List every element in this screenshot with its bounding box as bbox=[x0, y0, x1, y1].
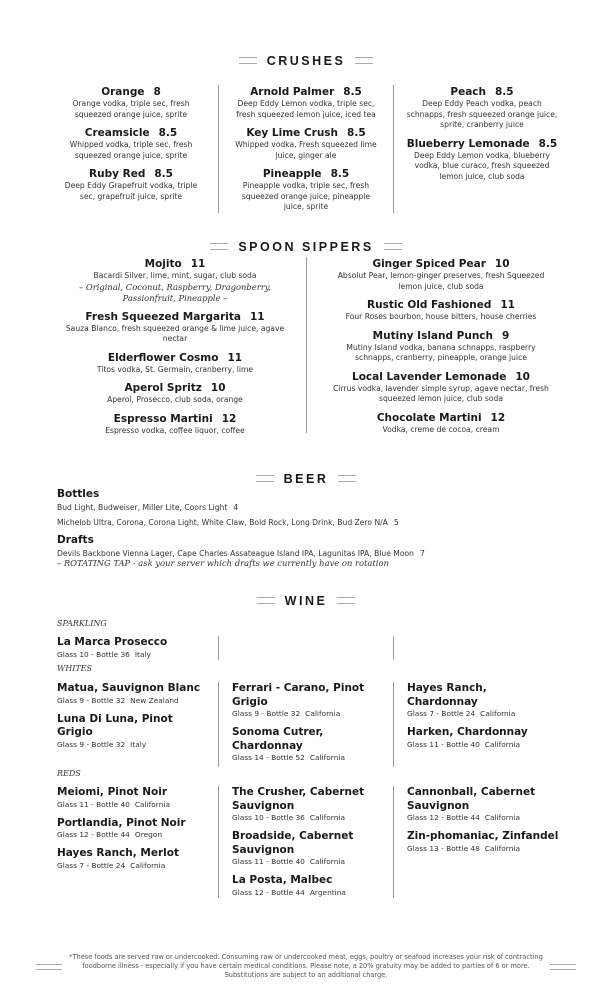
wine-item bbox=[407, 830, 559, 854]
item-description: Whipped vodka, triple sec, fresh squeezed orange juice, sprite bbox=[69, 140, 193, 160]
item-description: Deep Eddy Lemon vodka, blueberry vodka, blue curaco, fresh squeezed lemon juice, club soda bbox=[413, 150, 551, 181]
reds-column-2 bbox=[232, 786, 382, 905]
wine-price: Glass 13 - Bottle 48 bbox=[407, 843, 480, 853]
wine-price: Glass 9 - Bottle 32 bbox=[232, 709, 301, 718]
item-description: Absolut Pear, lemon-ginger preserves, fresh Squeezed lemon juice, club soda bbox=[337, 271, 545, 291]
column-divider bbox=[393, 682, 394, 767]
wine-region: California bbox=[309, 857, 345, 866]
wine-region: California bbox=[484, 739, 520, 749]
column-divider bbox=[218, 85, 219, 213]
spoon-sippers-title: SPOON SIPPERS bbox=[228, 240, 383, 254]
item-name: Aperol Spritz bbox=[124, 382, 202, 394]
wine-region: California bbox=[134, 799, 170, 809]
drafts-label: Drafts bbox=[57, 534, 94, 546]
item-name: Rustic Old Fashioned bbox=[367, 299, 492, 311]
menu-item bbox=[328, 329, 554, 364]
wine-name: Broadside, Cabernet Sauvignon bbox=[232, 830, 354, 856]
item-description: Deep Eddy Peach vodka, peach schnapps, fresh squeezed orange juice, sprite, cranberry juice bbox=[406, 99, 558, 129]
spoon-column-1 bbox=[62, 257, 288, 442]
wine-title: WINE bbox=[275, 594, 338, 608]
menu-item bbox=[328, 411, 554, 436]
beer-title: BEER bbox=[274, 472, 339, 486]
wine-price: Glass 10 - Bottle 36 bbox=[57, 649, 130, 659]
item-price: 11 bbox=[227, 351, 243, 364]
item-price: 11 bbox=[500, 299, 515, 311]
item-name: Peach bbox=[450, 86, 486, 98]
footer-ornament-left bbox=[36, 964, 62, 970]
wine-region: California bbox=[484, 813, 520, 822]
item-price: 8 bbox=[153, 86, 161, 98]
wine-name: Sonoma Cutrer, Chardonnay bbox=[232, 726, 324, 752]
reds-column-3 bbox=[407, 786, 559, 861]
item-price: 8.5 bbox=[330, 168, 350, 180]
crushes-column-3 bbox=[406, 85, 558, 188]
item-name: Local Lavender Lemonade bbox=[352, 370, 507, 383]
wine-price: Glass 12 - Bottle 44 bbox=[232, 887, 305, 897]
menu-item bbox=[62, 381, 288, 406]
item-description: Vodka, creme de cocoa, cream bbox=[382, 424, 500, 434]
item-price: 10 bbox=[515, 370, 530, 383]
wine-price: Glass 11 - Bottle 40 bbox=[232, 857, 305, 866]
crushes-column-1 bbox=[57, 85, 205, 208]
item-name: Blueberry Lemonade bbox=[406, 137, 530, 150]
menu-item bbox=[62, 412, 288, 437]
column-divider bbox=[218, 636, 219, 660]
wine-region: Italy bbox=[134, 649, 151, 659]
item-description: Bacardi Silver, lime, mint, sugar, club soda bbox=[93, 271, 257, 280]
item-name: Elderflower Cosmo bbox=[107, 351, 219, 364]
wine-name: Ferrari - Carano, Pinot Grigio bbox=[232, 682, 365, 708]
item-description: Four Roses bourbon, house bitters, house cherries bbox=[345, 312, 537, 321]
wine-region: California bbox=[480, 709, 516, 718]
item-description: Espresso vodka, coffee liquor, coffee bbox=[105, 425, 245, 435]
menu-item bbox=[328, 298, 554, 323]
item-description: Deep Eddy Grapefruit vodka, triple sec, grapefruit juice, sprite bbox=[64, 181, 198, 201]
wine-item bbox=[232, 682, 382, 719]
wine-price: Glass 11 - Bottle 40 bbox=[57, 799, 130, 809]
beer-header bbox=[0, 468, 612, 487]
wine-price: Glass 7 - Bottle 24 bbox=[407, 709, 476, 718]
footer-ornament-right bbox=[550, 964, 576, 970]
wine-region: Argentina bbox=[309, 887, 346, 897]
item-description: Pineapple vodka, triple sec, fresh squeezed orange juice, pineapple juice, sprite bbox=[241, 181, 371, 211]
wine-price: Glass 9 - Bottle 32 bbox=[57, 739, 126, 749]
wine-price: Glass 14 - Bottle 52 bbox=[232, 753, 305, 762]
item-price: 11 bbox=[249, 310, 265, 323]
wine-name: The Crusher, Cabernet Sauvignon bbox=[232, 786, 365, 812]
drafts-list: Devils Backbone Vienna Lager, Cape Charles Assateague Island IPA, Lagunitas IPA, Blue Moon bbox=[57, 549, 414, 558]
menu-item bbox=[62, 257, 288, 304]
column-divider bbox=[306, 257, 307, 433]
wine-region: California bbox=[309, 813, 345, 822]
item-description: Whipped vodka, Fresh squeezed lime juice, ginger ale bbox=[235, 140, 377, 160]
wine-header bbox=[0, 590, 612, 609]
column-divider bbox=[218, 786, 219, 898]
item-price: 8.5 bbox=[347, 127, 366, 139]
crushes-column-2 bbox=[232, 85, 380, 219]
menu-item bbox=[406, 137, 558, 183]
wine-region: California bbox=[484, 843, 520, 853]
wine-price: Glass 12 - Bottle 44 bbox=[57, 830, 130, 839]
wine-item bbox=[57, 817, 212, 841]
wine-name: Meiomi, Pinot Noir bbox=[57, 786, 168, 798]
sparkling-label: SPARKLING bbox=[57, 619, 107, 628]
item-name: Creamsicle bbox=[84, 127, 150, 139]
wine-name: Hayes Ranch, Merlot bbox=[57, 847, 179, 859]
whites-label: WHITES bbox=[57, 664, 93, 673]
crushes-title: CRUSHES bbox=[257, 54, 356, 68]
whites-column-3 bbox=[407, 682, 559, 757]
wine-name: Zin-phomaniac, Zinfandel bbox=[407, 830, 559, 842]
bottles-label: Bottles bbox=[57, 488, 100, 500]
menu-item bbox=[57, 85, 205, 120]
item-name: Ginger Spiced Pear bbox=[372, 258, 486, 270]
drafts-price: 7 bbox=[419, 549, 425, 558]
menu-item bbox=[406, 85, 558, 131]
item-description: Deep Eddy Lemon vodka, triple sec, fresh squeezed lemon juice, iced tea bbox=[236, 99, 376, 119]
item-description: Cirrus vodka, lavender simple syrup, agave nectar, fresh squeezed lemon juice, club soda bbox=[333, 383, 549, 403]
item-name: Chocolate Martini bbox=[376, 411, 482, 424]
item-price: 9 bbox=[502, 329, 510, 342]
menu-item bbox=[62, 310, 288, 345]
wine-price: Glass 12 - Bottle 44 bbox=[407, 813, 480, 822]
wine-name: Cannonball, Cabernet Sauvignon bbox=[407, 786, 536, 812]
item-name: Espresso Martini bbox=[113, 412, 213, 425]
wine-region: New Zealand bbox=[130, 695, 179, 705]
wine-name: La Posta, Malbec bbox=[232, 874, 333, 886]
menu-item bbox=[62, 351, 288, 376]
item-price: 12 bbox=[221, 412, 237, 425]
reds-label: REDS bbox=[57, 769, 81, 778]
wine-name: Portlandia, Pinot Noir bbox=[57, 816, 186, 829]
wine-name: Hayes Ranch, Chardonnay bbox=[407, 682, 487, 708]
reds-column-1 bbox=[57, 786, 212, 878]
wine-price: Glass 11 - Bottle 40 bbox=[407, 739, 480, 749]
menu-item bbox=[57, 167, 205, 202]
bottles-list: Bud Light, Budweiser, Miller Lite, Coors Light bbox=[57, 503, 228, 512]
wine-name: La Marca Prosecco bbox=[57, 636, 168, 648]
footer-disclaimer: *These foods are served raw or undercooked. Consuming raw or undercooked meat, eggs, poultry or seafood increases your risk of contracting foodborne illness - especially if you have certain medical conditions. Please note, a 20% gratuity may be added to parties of 6 or more. Substitutions are subject to an additional charge. bbox=[69, 953, 543, 979]
wine-item bbox=[57, 636, 212, 660]
item-description: Mutiny Island vodka, banana schnapps, raspberry schnapps, cranberry, pineapple, orange juice bbox=[346, 342, 536, 362]
item-description: Sauza Blanco, fresh squeezed orange & lime juice, agave nectar bbox=[65, 323, 285, 343]
item-name: Mojito bbox=[144, 258, 182, 270]
spoon-column-2 bbox=[328, 257, 554, 441]
item-name: Arnold Palmer bbox=[250, 86, 335, 98]
wine-item bbox=[57, 713, 212, 750]
bottles-line-2 bbox=[57, 518, 399, 527]
wine-name: Luna Di Luna, Pinot Grigio bbox=[57, 712, 173, 738]
item-name: Ruby Red bbox=[89, 168, 146, 180]
item-name: Key Lime Crush bbox=[246, 127, 339, 139]
menu-item bbox=[328, 370, 554, 405]
wine-name: Matua, Sauvignon Blanc bbox=[57, 682, 201, 694]
menu-item bbox=[328, 257, 554, 292]
item-name: Pineapple bbox=[262, 168, 322, 180]
wine-region: Italy bbox=[130, 739, 147, 749]
column-divider bbox=[218, 682, 219, 767]
wine-item bbox=[57, 786, 212, 810]
wine-item bbox=[232, 786, 382, 823]
wine-item bbox=[407, 682, 559, 719]
menu-item bbox=[232, 126, 380, 161]
item-name: Orange bbox=[101, 86, 145, 98]
wine-item bbox=[57, 847, 212, 871]
menu-item bbox=[57, 126, 205, 161]
sparkling-column bbox=[57, 636, 212, 667]
wine-item bbox=[232, 830, 382, 867]
wine-region: California bbox=[130, 860, 166, 870]
item-price: 10 bbox=[494, 258, 510, 270]
crushes-header bbox=[0, 50, 612, 69]
bottles-price: 5 bbox=[393, 518, 399, 527]
item-price: 11 bbox=[190, 258, 206, 270]
spoon-sippers-header bbox=[0, 236, 612, 255]
wine-item bbox=[232, 874, 382, 898]
item-price: 8.5 bbox=[343, 86, 362, 98]
item-price: 12 bbox=[490, 411, 506, 424]
wine-name: Harken, Chardonnay bbox=[407, 726, 528, 738]
item-price: 8.5 bbox=[154, 168, 173, 180]
bottles-line-1 bbox=[57, 503, 238, 512]
wine-item bbox=[57, 682, 212, 706]
wine-price: Glass 10 - Bottle 36 bbox=[232, 813, 305, 822]
column-divider bbox=[393, 85, 394, 213]
item-description: Aperol, Prosecco, club soda, orange bbox=[107, 395, 243, 404]
wine-region: California bbox=[309, 753, 345, 762]
item-price: 8.5 bbox=[495, 86, 514, 98]
item-description: Orange vodka, triple sec, fresh squeezed orange juice, sprite bbox=[72, 99, 190, 119]
wine-item bbox=[407, 786, 559, 823]
wine-region: Oregon bbox=[134, 830, 163, 839]
bottles-list: Michelob Ultra, Corona, Corona Light, White Claw, Bold Rock, Long Drink, Bud Zero N/A bbox=[57, 518, 388, 527]
wine-item bbox=[407, 726, 559, 750]
bottles-price: 4 bbox=[233, 503, 239, 512]
wine-price: Glass 9 - Bottle 32 bbox=[57, 695, 126, 705]
rotating-tap-note: – ROTATING TAP - ask your server which drafts we currently have on rotation bbox=[57, 558, 389, 568]
item-price: 10 bbox=[210, 382, 226, 394]
item-price: 8.5 bbox=[538, 137, 558, 150]
column-divider bbox=[393, 786, 394, 898]
item-description: Titos vodka, St. Germain, cranberry, lime bbox=[96, 364, 254, 374]
item-price: 8.5 bbox=[158, 127, 178, 139]
wine-price: Glass 7 - Bottle 24 bbox=[57, 860, 126, 870]
mojito-flavors: – Original, Coconut, Raspberry, Dragonberry, Passionfruit, Pineapple – bbox=[78, 281, 272, 303]
whites-column-1 bbox=[57, 682, 212, 757]
whites-column-2 bbox=[232, 682, 382, 770]
wine-region: California bbox=[305, 709, 341, 718]
menu-item bbox=[232, 167, 380, 213]
item-name: Fresh Squeezed Margarita bbox=[85, 310, 241, 323]
item-name: Mutiny Island Punch bbox=[372, 329, 494, 342]
menu-item bbox=[232, 85, 380, 120]
column-divider bbox=[393, 636, 394, 660]
wine-item bbox=[232, 726, 382, 763]
drafts-line bbox=[57, 549, 425, 558]
